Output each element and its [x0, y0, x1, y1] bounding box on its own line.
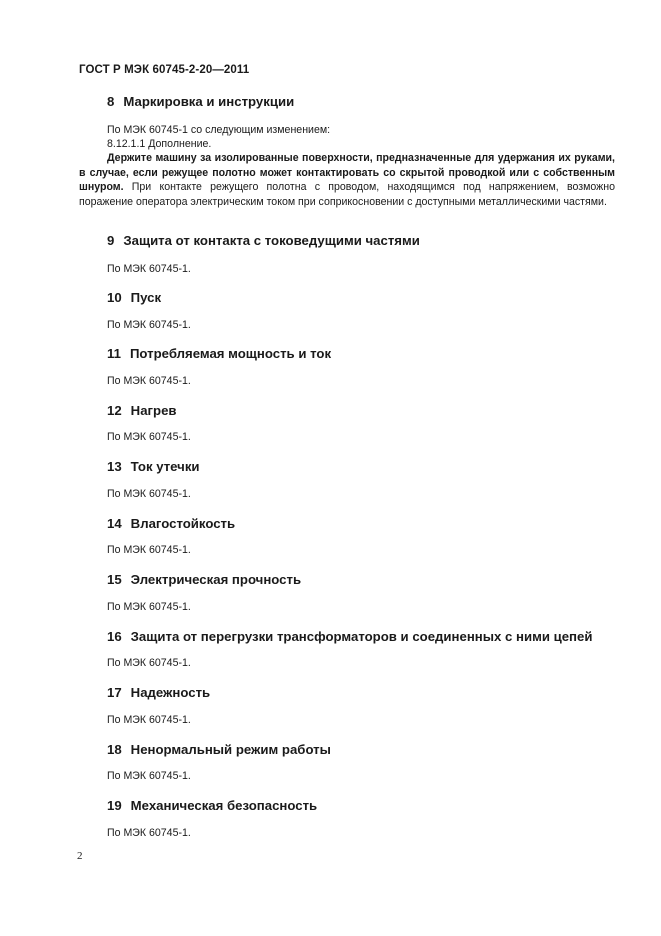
section-number: 15 [107, 572, 122, 587]
section-number: 11 [107, 346, 121, 361]
section-title: Пуск [130, 290, 162, 305]
section-19-heading [107, 798, 317, 813]
section-title: Влагостойкость [130, 516, 236, 531]
section-17-heading [107, 685, 210, 700]
section-10-body: По МЭК 60745-1. [107, 319, 191, 331]
section-title: Защита от перегрузки трансформаторов и соединенных с ними цепей [130, 629, 593, 644]
section-title: Маркировка и инструкции [123, 94, 295, 109]
section-15-body: По МЭК 60745-1. [107, 601, 191, 613]
page-number: 2 [77, 850, 83, 862]
section-16-heading [107, 629, 592, 644]
warning-bold-text: Держите машину за изолированные поверхности, предназначенные для удержания их руками, в случае, если режущее полотно может контактировать со скрытой проводкой или с собственным шнуром. [79, 152, 615, 194]
section-11-body: По МЭК 60745-1. [107, 375, 191, 387]
section-title: Надежность [130, 685, 211, 700]
warning-normal-text: При контакте режущего полотна с проводом, находящимся под напряжением, возможно поражение оператора электрическим током при соприкосновении с доступными металлическими частями. [79, 181, 615, 208]
section-number: 19 [107, 798, 122, 813]
section-8-paragraph [79, 151, 615, 209]
section-number: 16 [107, 629, 122, 644]
section-number: 10 [107, 290, 122, 305]
section-title: Ненормальный режим работы [130, 742, 331, 757]
section-15-heading [107, 572, 301, 587]
section-number: 14 [107, 516, 122, 531]
section-12-heading [107, 403, 177, 418]
section-number: 8 [107, 94, 115, 109]
section-title: Механическая безопасность [130, 798, 318, 813]
section-number: 17 [107, 685, 122, 700]
section-16-body: По МЭК 60745-1. [107, 657, 191, 669]
section-19-body: По МЭК 60745-1. [107, 827, 191, 839]
section-number: 13 [107, 459, 122, 474]
section-12-body: По МЭК 60745-1. [107, 431, 191, 443]
section-14-heading [107, 516, 235, 531]
section-title: Электрическая прочность [130, 572, 302, 587]
section-18-heading [107, 742, 331, 757]
section-number: 12 [107, 403, 122, 418]
section-title: Ток утечки [130, 459, 200, 474]
section-title: Нагрев [130, 403, 177, 418]
section-9-body: По МЭК 60745-1. [107, 263, 191, 275]
section-title: Потребляемая мощность и ток [129, 346, 332, 361]
section-number: 9 [107, 233, 115, 248]
section-17-body: По МЭК 60745-1. [107, 714, 191, 726]
section-8-intro: По МЭК 60745-1 со следующим изменением: [107, 124, 331, 136]
section-title: Защита от контакта с токоведущими частями [123, 233, 420, 248]
section-9-heading [107, 233, 420, 248]
section-8-clause: 8.12.1.1 Дополнение. [107, 138, 212, 150]
section-10-heading [107, 290, 161, 305]
section-14-body: По МЭК 60745-1. [107, 544, 191, 556]
section-13-body: По МЭК 60745-1. [107, 488, 191, 500]
section-11-heading [107, 346, 331, 361]
section-18-body: По МЭК 60745-1. [107, 770, 191, 782]
document-code-header: ГОСТ Р МЭК 60745-2-20—2011 [79, 64, 250, 76]
section-8-heading [107, 94, 294, 109]
section-13-heading [107, 459, 200, 474]
section-number: 18 [107, 742, 122, 757]
